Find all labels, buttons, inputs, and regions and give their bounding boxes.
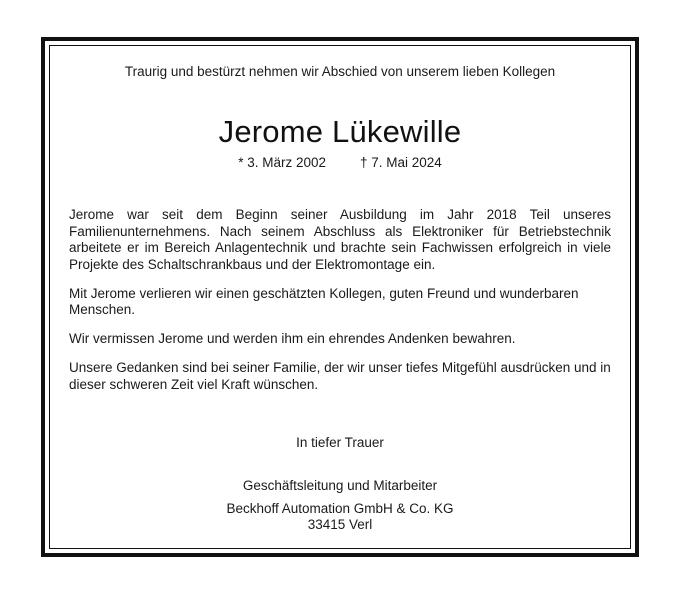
paragraph-condolence: Unsere Gedanken sind bei seiner Familie, der wir unser tiefes Mitgefühl ausdrücken und in dieser schweren Zeit viel Kraft wünschen. xyxy=(69,360,611,392)
closing-phrase: In tiefer Trauer xyxy=(296,435,384,450)
company-location: 33415 Verl xyxy=(307,517,373,532)
notice-body xyxy=(69,207,611,406)
notice-content xyxy=(69,41,611,553)
signature-line: Geschäftsleitung und Mitarbeiter xyxy=(242,478,438,493)
paragraph-remembrance: Wir vermissen Jerome und werden ihm ein ehrendes Andenken bewahren. xyxy=(69,331,516,346)
intro-line: Traurig und bestürzt nehmen wir Abschied von unserem lieben Kollegen xyxy=(124,64,556,79)
company-name: Beckhoff Automation GmbH & Co. KG xyxy=(226,501,454,516)
paragraph-career: Jerome war seit dem Beginn seiner Ausbildung im Jahr 2018 Teil unseres Familienunternehmens. Nach seinem Abschluss als Elektroniker für Betriebstechnik arbeitete er im Bereich Anlagentechnik und brachte sein Fachwissen erfolgreich in viele Projekte des Schaltschrankbaus und der Elektromontage ein. xyxy=(69,207,611,272)
death-date: † 7. Mai 2024 xyxy=(359,155,442,170)
paragraph-loss: Mit Jerome verlieren wir einen geschätzten Kollegen, guten Freund und wunderbaren Menschen. xyxy=(69,285,579,317)
birth-date: * 3. März 2002 xyxy=(238,155,326,170)
life-dates xyxy=(69,155,611,170)
deceased-name: Jerome Lükewille xyxy=(218,114,462,149)
obituary-notice xyxy=(41,37,639,557)
